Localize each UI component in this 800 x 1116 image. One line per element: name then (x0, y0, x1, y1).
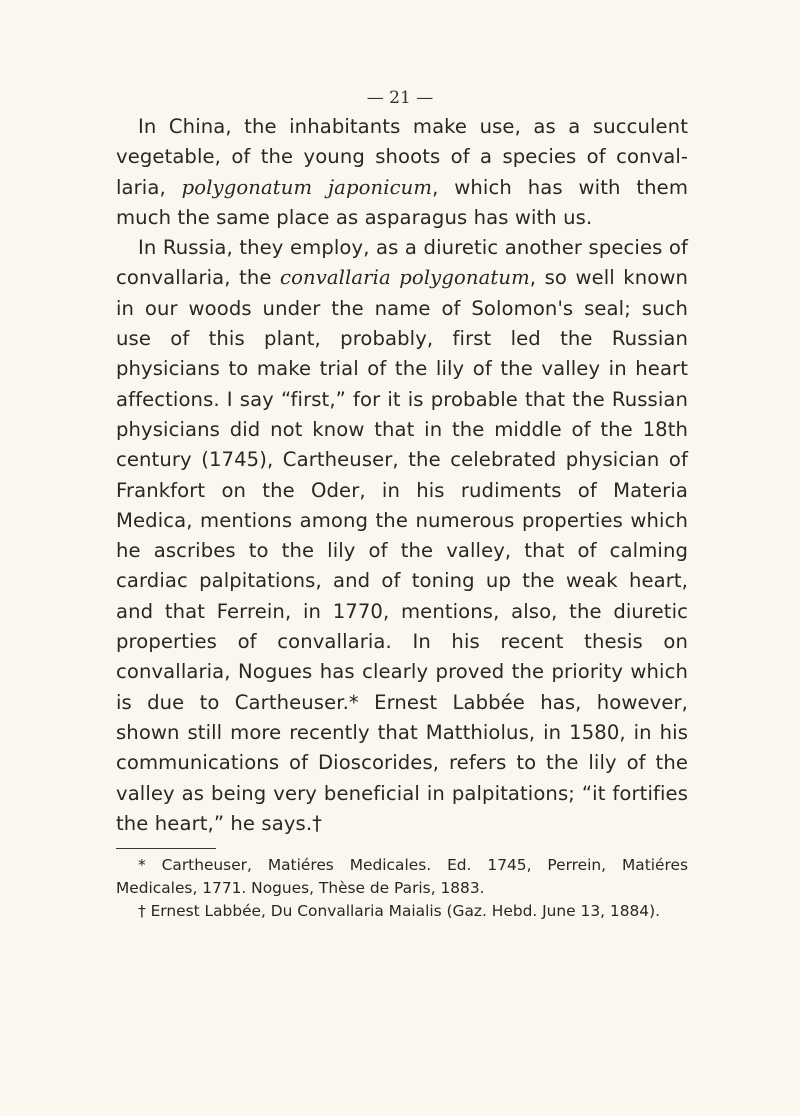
paragraph-text: , which has with them much the same place as asparagus has with us. (116, 175, 688, 229)
body-text (116, 112, 688, 839)
footnote-divider (116, 848, 216, 849)
paragraph-china (116, 112, 688, 233)
species-name-italic: convallaria polygonatum (280, 266, 530, 290)
paragraph-text: In China, the inhabitants make use, as a succulent vegetable, of the young shoots of a species of convallaria, (116, 115, 688, 199)
paragraph-text: , so well known in our woods under the name of Solomon's seal; such use of this plant, probably, first led the Russian physicians to make trial of the lily of the valley in heart affections. I say “first,” for it is probable that the Russian physicians did not know that in the middle of the 18th century (1745), Cartheuser, the celebrated physician of Frankfort on the Oder, in his rudiments of Materia Medica, mentions among the numerous properties which he ascribes to the lily of the valley, that of calming cardiac palpitations, and of toning up the weak heart, and that Ferrein, in 1770, mentions, also, the diuretic properties of convallaria. In his recent thesis on convallaria, Nogues has clearly proved the priority which is due to Cartheuser.* Ernest Labbée has, however, shown still more recently that Matthiolus, in 1580, in his communications of Dioscorides, refers to the lily of the valley as being very beneficial in palpitations; “it fortifies the heart,” he says.† (116, 266, 688, 835)
species-name-italic: polygonatum japonicum (181, 175, 433, 199)
paragraph-russia (116, 233, 688, 839)
footnotes (116, 854, 688, 922)
page-number: — 21 — (366, 88, 434, 108)
footnote-cartheuser: * Cartheuser, Matiéres Medicales. Ed. 1745, Perrein, Matiéres Medicales, 1771. Nogues, Thèse de Paris, 1883. (116, 856, 688, 897)
page-header (0, 88, 800, 112)
paragraph-text: In Russia, they employ, as a diuretic another species of convallaria, the (116, 236, 688, 290)
footnote-labbee: † Ernest Labbée, Du Convallaria Maialis (Gaz. Hebd. June 13, 1884). (138, 901, 660, 920)
